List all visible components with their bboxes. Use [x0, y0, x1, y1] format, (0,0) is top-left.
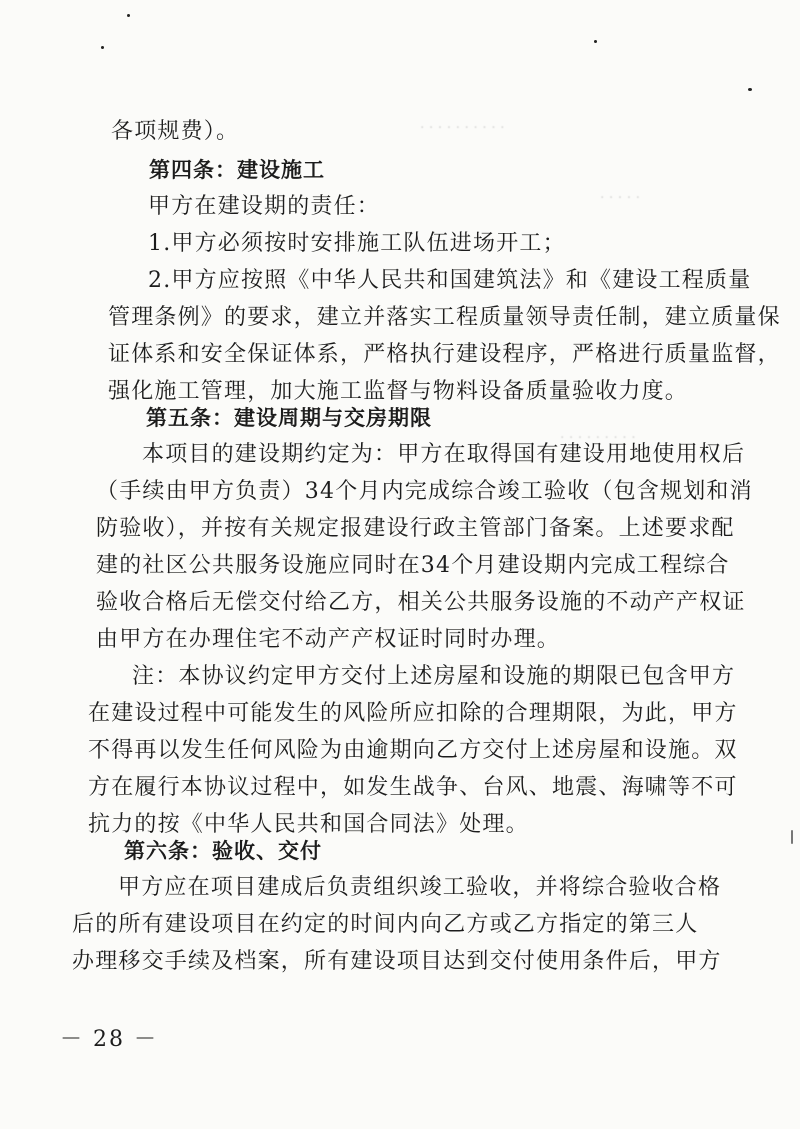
text-line: 方在履行本协议过程中，如发生战争、台风、地震、海啸等不可	[88, 775, 738, 800]
text-line: 在建设过程中可能发生的风险所应扣除的合理期限，为此，甲方	[88, 701, 738, 726]
text-line: 由甲方在办理住宅不动产产权证时同时办理。	[96, 627, 561, 652]
text-line: 办理移交手续及档案，所有建设项目达到交付使用条件后，甲方	[72, 949, 722, 974]
scan-speck	[101, 46, 104, 49]
scan-speck	[594, 40, 597, 43]
text-line: 本项目的建设期约定为：甲方在取得国有建设用地使用权后	[142, 442, 746, 467]
text-line: 甲方在建设期的责任：	[148, 194, 381, 219]
text-line: 甲方应在项目建成后负责组织竣工验收，并将综合验收合格	[118, 875, 722, 900]
reverse-side-bleed: · · · · ·	[600, 190, 641, 206]
text-line: 1.甲方必须按时安排施工队伍进场开工；	[148, 231, 566, 256]
text-line: （手续由甲方负责）34个月内完成综合竣工验收（包含规划和消	[96, 479, 753, 504]
scan-speck	[127, 14, 130, 17]
reverse-side-bleed: · · · · · · · · ·	[560, 430, 636, 446]
scan-speck	[791, 830, 793, 844]
text-line: 各项规费）。	[111, 119, 240, 144]
text-line: 防验收），并按有关规定报建设行政主管部门备案。上述要求配	[96, 516, 735, 541]
text-line: 2.甲方应按照《中华人民共和国建筑法》和《建设工程质量	[148, 268, 752, 293]
article-4-heading: 第四条：建设施工	[149, 158, 325, 182]
text-line: 管理条例》的要求，建立并落实工程质量领导责任制，建立质量保	[108, 305, 781, 330]
reverse-side-bleed: · · · · · · · · · ·	[420, 120, 505, 136]
scan-speck	[748, 88, 752, 91]
text-line: 抗力的按《中华人民共和国合同法》处理。	[88, 812, 529, 837]
text-line: 证体系和安全保证体系，严格执行建设程序，严格进行质量监督，	[108, 342, 781, 367]
text-line: 不得再以发生任何风险为由逾期向乙方交付上述房屋和设施。双	[88, 738, 738, 763]
text-line: 后的所有建设项目在约定的时间内向乙方或乙方指定的第三人	[72, 912, 699, 937]
text-line: 强化施工管理，加大施工监督与物料设备质量验收力度。	[108, 379, 689, 404]
text-line: 注：本协议约定甲方交付上述房屋和设施的期限已包含甲方	[132, 664, 736, 689]
article-5-heading: 第五条：建设周期与交房期限	[146, 406, 432, 430]
article-6-heading: 第六条：验收、交付	[124, 839, 322, 863]
page-number: － 28 －	[60, 1027, 158, 1052]
text-line: 建的社区公共服务设施应同时在34个月建设期内完成工程综合	[96, 553, 730, 578]
text-line: 验收合格后无偿交付给乙方，相关公共服务设施的不动产产权证	[96, 590, 746, 615]
